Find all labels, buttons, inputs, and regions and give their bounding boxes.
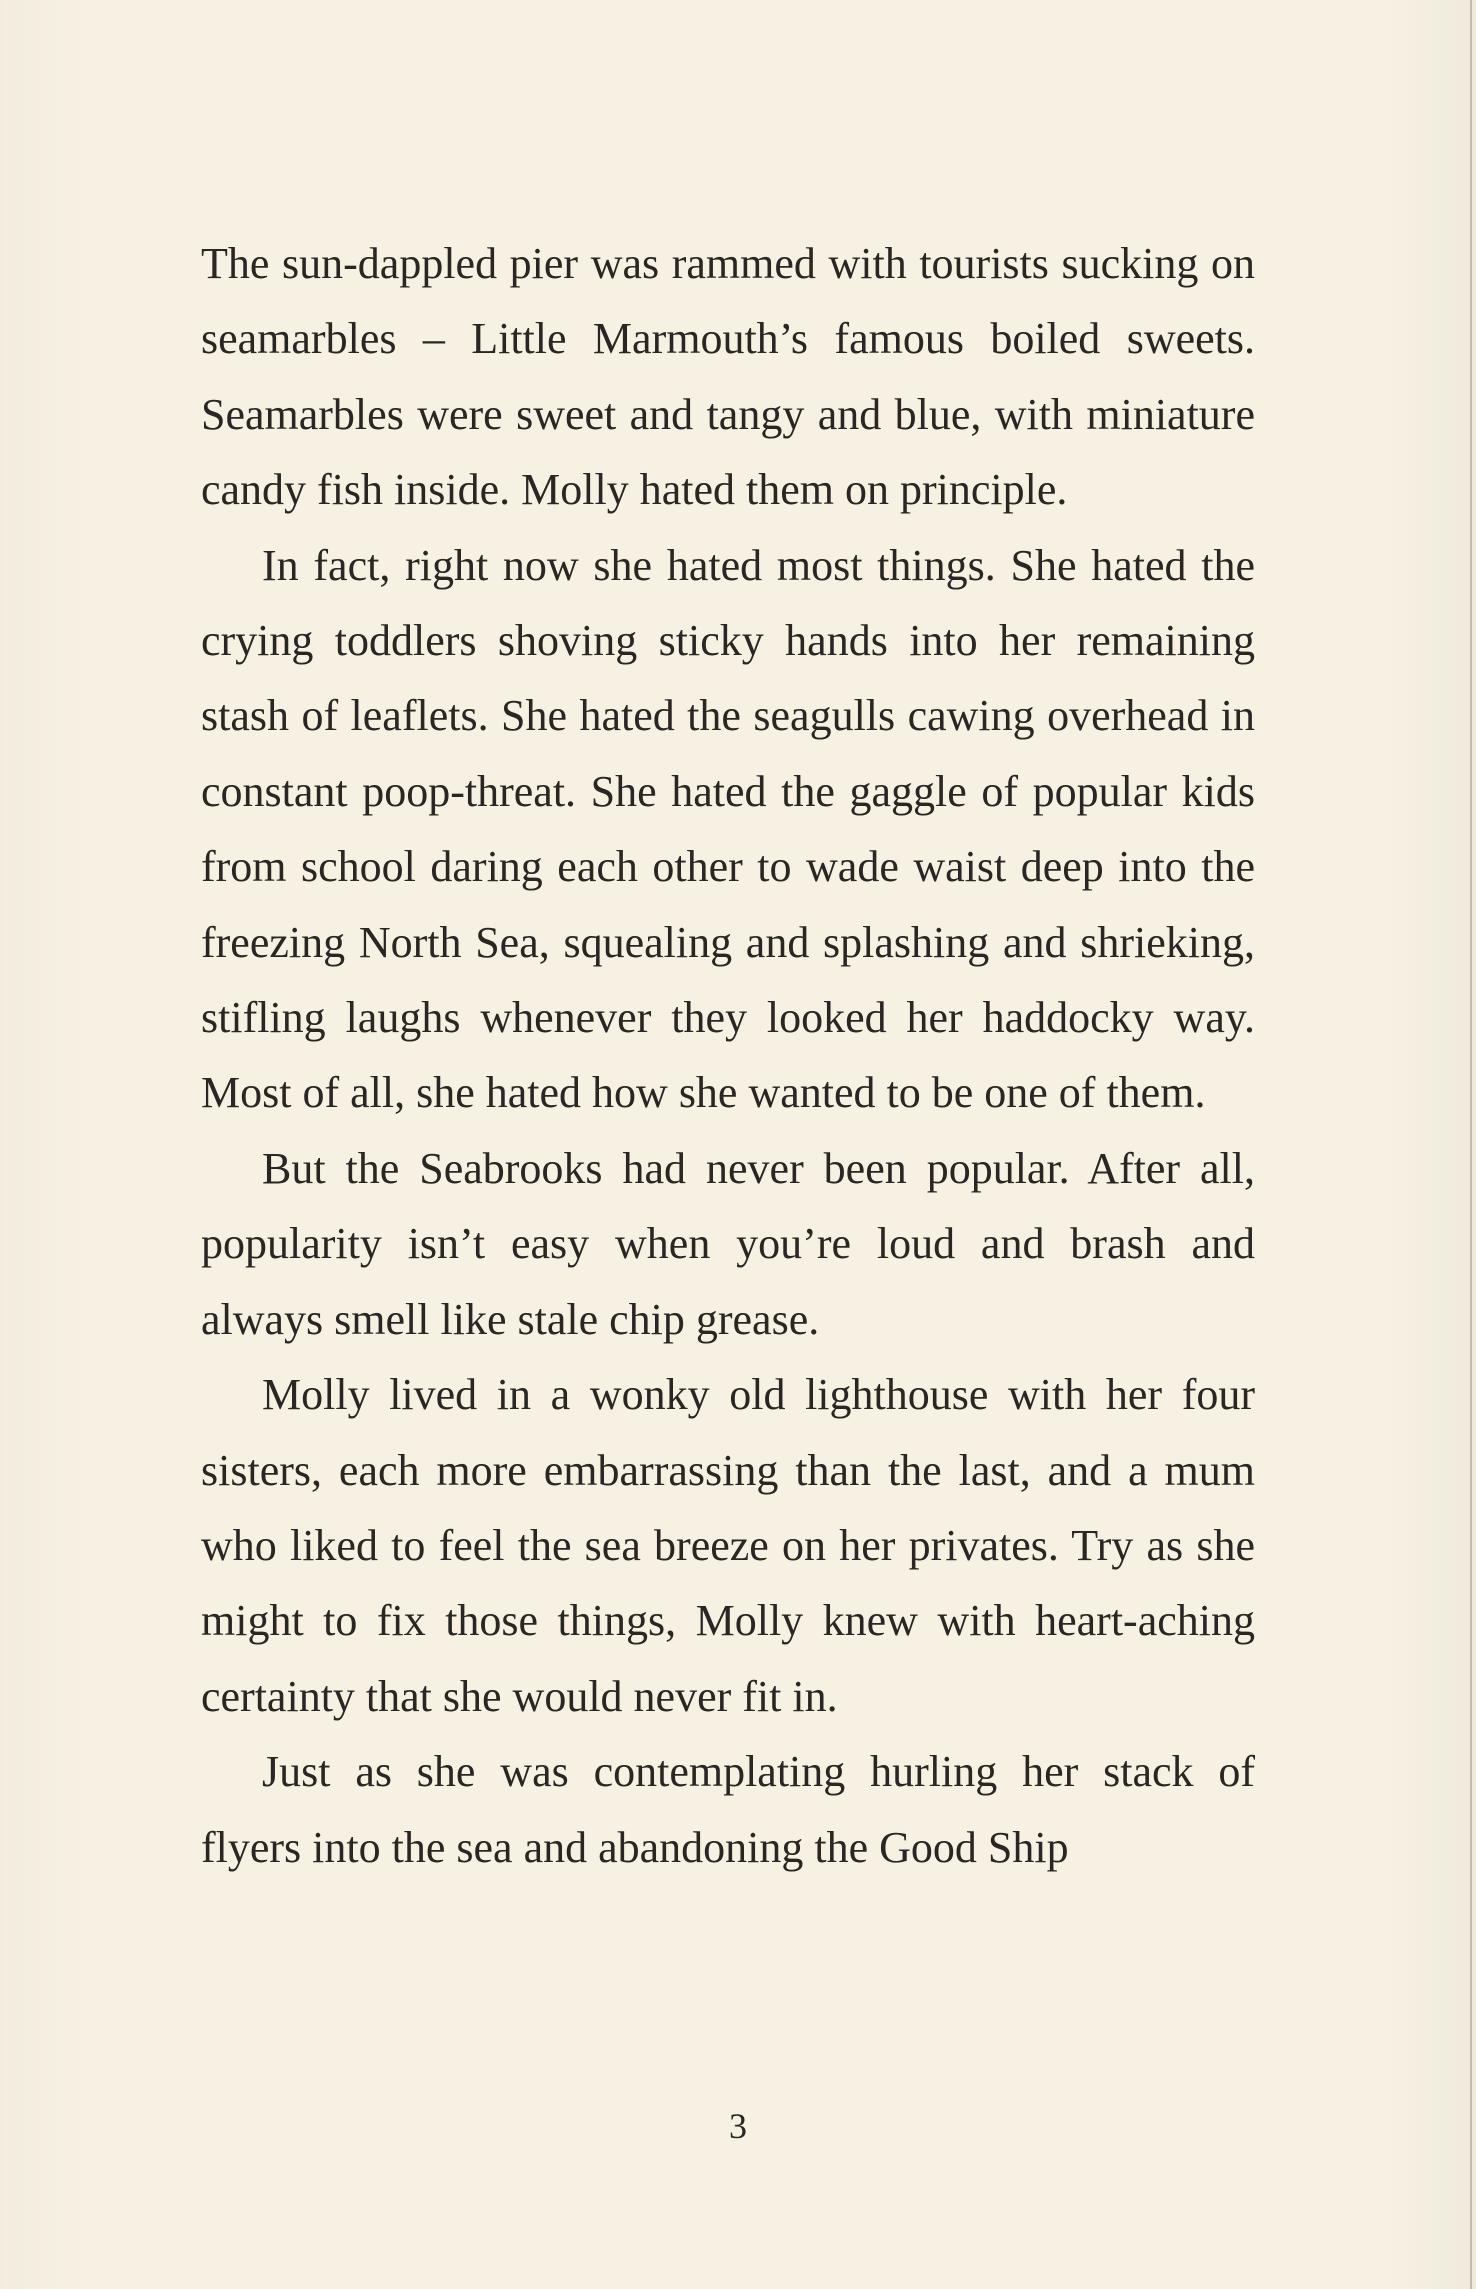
page-edge-line — [1470, 0, 1472, 2289]
paragraph-4: Molly lived in a wonky old lighthouse with her four sisters, each more embarrassing than the last, and a mum who liked to feel the sea breeze on her privates. Try as she might to fix those things, Molly knew with heart-aching certainty that she would never fit in. — [201, 1370, 1255, 1721]
paragraph-1: The sun-dappled pier was rammed with tourists sucking on seamarbles – Little Marmouth’s famous boiled sweets. Seamarbles were sweet and tangy and blue, with miniature candy fish inside. Molly hated them on principle. — [201, 239, 1255, 515]
body-text — [201, 226, 1255, 1885]
paragraph-3: But the Seabrooks had never been popular. After all, popularity isn’t easy when you’re loud and brash and always smell like stale chip grease. — [201, 1143, 1255, 1344]
paragraph-2: In fact, right now she hated most things. She hated the crying toddlers shoving sticky hands into her remaining stash of leaflets. She hated the seagulls cawing overhead in constant poop-threat. She hated the gaggle of popular kids from school daring each other to wade waist deep into the freezing North Sea, squealing and splashing and shrieking, stifling laughs whenever they looked her haddocky way. Most of all, she hated how she wanted to be one of them. — [201, 540, 1255, 1118]
paragraph-5: Just as she was contemplating hurling her stack of flyers into the sea and abandoning the Good Ship — [201, 1747, 1255, 1872]
page-number: 3 — [729, 2106, 747, 2146]
